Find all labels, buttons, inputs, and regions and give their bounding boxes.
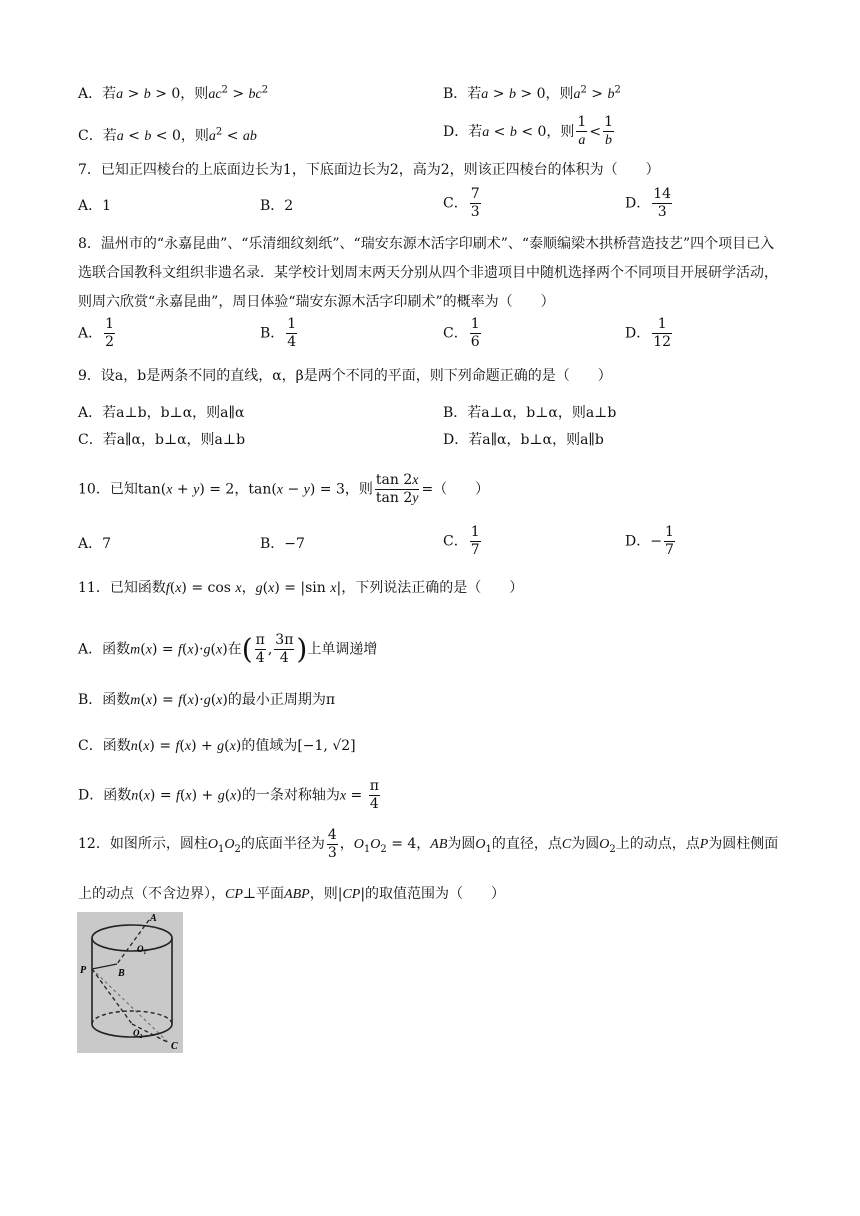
q9-stem: 9．设a，b是两条不同的直线，α，β是两个不同的平面，则下列命题正确的是（ ） xyxy=(78,368,612,384)
label-p: P xyxy=(80,965,87,976)
q7-option-d: D． $\frac{14}{3}$ xyxy=(625,186,672,220)
q10-option-d: D．− $\frac{1}{7}$ xyxy=(625,524,674,558)
q10-stem: 10．已知tan(x + y) = 2，tan(x − y) = 3，则 $\frac{\tan 2x}{\tan 2y}$ =（ ） xyxy=(78,472,490,506)
label-o1: O₁ xyxy=(137,944,147,954)
label-a: A xyxy=(150,913,157,924)
q6-option-b-text: B．若a > b > 0，则$a^2 > b^2$ xyxy=(443,84,621,102)
q9-option-b: B．若a⊥α，b⊥α，则a⊥b xyxy=(443,405,617,421)
q11-option-d: D．函数n(x) = f(x) + g(x)的一条对称轴为x = $\frac{\pi}{4}$ xyxy=(78,778,379,812)
q8-option-b: B． $\frac{1}{4}$ xyxy=(260,316,297,350)
q6-option-c xyxy=(78,122,257,147)
q6-option-d xyxy=(443,114,616,149)
q9-option-a: A．若a⊥b，b⊥α，则a∥α xyxy=(78,405,245,421)
label-c: C xyxy=(171,1041,178,1052)
q8-stem: 8．温州市的“永嘉昆曲”、“乐清细纹刻纸”、“瑞安东源木活字印刷术”、“泰顺编梁木拱桥营造技艺”四个项目已入选联合国教科文组织非遗名录．某学校计划周末两天分别从四个非遗项目中随机选择两个不同项目开展研学活动，则周六欣赏“永嘉昆曲”，周日体验“瑞安东源木活字印刷术”的概率为（ ） xyxy=(78,236,778,310)
q7-option-c: C． $\frac{7}{3}$ xyxy=(443,186,480,220)
q7-option-a: A．1 xyxy=(78,198,112,214)
cylinder-figure xyxy=(77,912,183,1053)
figure-background xyxy=(77,912,183,1053)
label-b: B xyxy=(118,968,125,979)
q8-option-d: D． $\frac{1}{12}$ xyxy=(625,316,672,350)
q6-option-a-text: A．若a > b > 0，则$ac^2 > bc^2$ xyxy=(78,84,269,102)
q7-option-b: B．2 xyxy=(260,198,294,214)
q11-option-b: B．函数m(x) = f(x)·g(x)的最小正周期为π xyxy=(78,692,336,708)
q6-option-b xyxy=(443,80,621,105)
q11-stem: 11．已知函数f(x) = cos x，g(x) = |sin x|，下列说法正确的是（ ） xyxy=(78,580,524,596)
q6-option-c-text: C．若a < b < 0，则$a^2$ < ab xyxy=(78,126,257,144)
q7-stem: 7．已知正四棱台的上底面边长为1，下底面边长为2，高为2，则该正四棱台的体积为（ ） xyxy=(78,162,660,178)
q9-option-c: C．若a∥α，b⊥α，则a⊥b xyxy=(78,432,246,448)
q10-option-b: B．−7 xyxy=(260,536,305,552)
q10-option-c: C． $\frac{1}{7}$ xyxy=(443,524,480,558)
label-o2: O₂ xyxy=(133,1028,143,1038)
q6-option-d-text: D．若a < b < 0，则 $\frac{1}{a}$ < $\frac{1}{b}$ xyxy=(443,114,613,148)
q11-option-c: C．函数n(x) = f(x) + g(x)的值域为[−1, √2] xyxy=(78,738,356,754)
q10-option-a: A．7 xyxy=(78,536,112,552)
q11-option-a: A．函数m(x) = f(x)·g(x)在( $\frac{\pi}{4}$ , $\frac{3\pi}{4}$ )上单调递增 xyxy=(78,632,378,666)
q6-option-a xyxy=(78,80,268,105)
q8-option-c: C． $\frac{1}{6}$ xyxy=(443,316,480,350)
q8-option-a: A． $\frac{1}{2}$ xyxy=(78,316,115,350)
q9-option-d: D．若a∥α，b⊥α，则a∥b xyxy=(443,432,604,448)
q12-stem: 12．如图所示，圆柱$O_1O_2$的底面半径为 $\frac{4}{3}$ ，$O_1O_2 = 4$，AB为圆$O_1$的直径，点C为圆$O_2$上的动点，点P为圆柱侧面上的动点（不含边界），CP⊥平面ABP，则|CP|的取值范围为（ ） xyxy=(78,826,779,902)
